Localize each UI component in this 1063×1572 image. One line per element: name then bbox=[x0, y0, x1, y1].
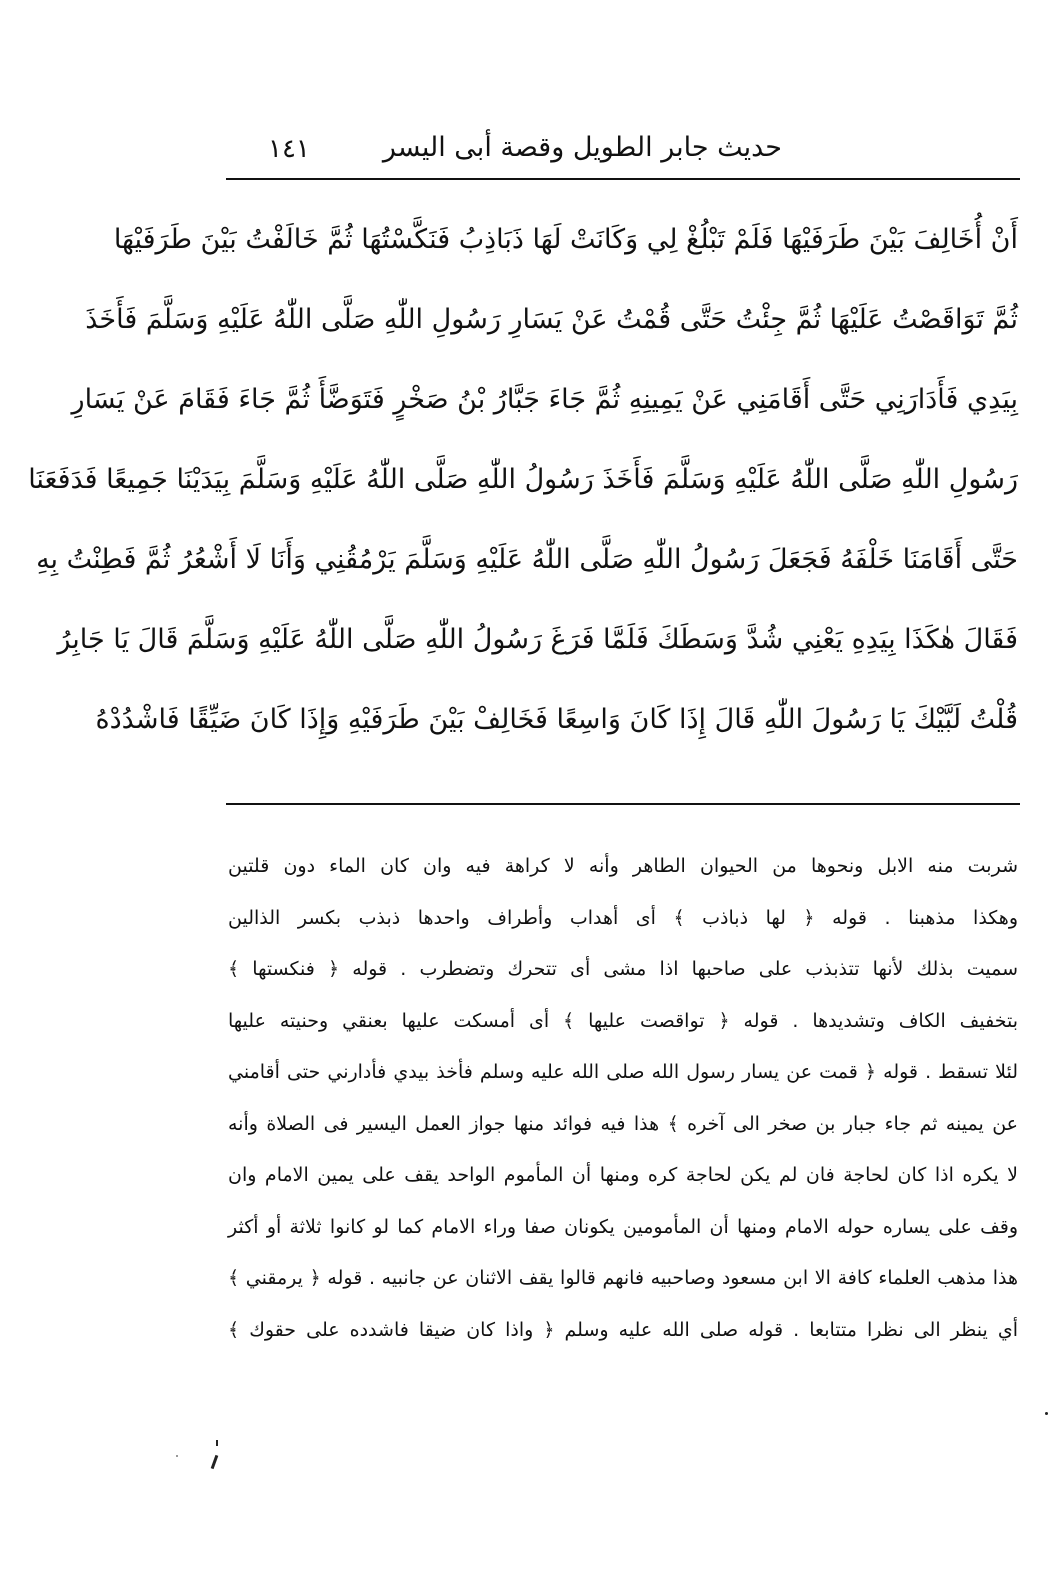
running-title: حديث جابر الطويل وقصة أبى اليسر bbox=[382, 132, 782, 163]
page-number: ١٤١ bbox=[268, 134, 310, 164]
scan-speck bbox=[176, 1455, 178, 1457]
scan-speck bbox=[1045, 1412, 1048, 1415]
commentary-line: هذا مذهب العلماء كافة الا ابن مسعود وصاحبيه فانهم قالوا يقف الاثنان عن جانبيه . قوله ﴿ يرمقني ﴾ bbox=[228, 1267, 1018, 1289]
commentary-line: وهكذا مذهبنا . قوله ﴿ لها ذباذب ﴾ أى أهداب وأطراف واحدها ذبذب بكسر الذالين bbox=[228, 906, 1018, 929]
hadith-line: أَنْ أُخَالِفَ بَيْنَ طَرَفَيْهَا فَلَمْ تَبْلُغْ لِي وَكَانَتْ لَهَا ذَبَاذِبُ فَنَكَّسْتُهَا ثُمَّ خَالَفْتُ بَيْنَ طَرَفَيْهَا bbox=[113, 224, 1018, 255]
commentary-line: عن يمينه ثم جاء جبار بن صخر الى آخره ﴾ هذا فيه فوائد منها جواز العمل اليسير فى الصلاة وأنه bbox=[228, 1112, 1018, 1135]
commentary-line: أي ينظر الى نظرا متتابعا . قوله صلى الله عليه وسلم ﴿ واذا كان ضيقا فاشدده على حقوك ﴾ bbox=[228, 1318, 1018, 1341]
header-divider bbox=[226, 178, 1020, 180]
hadith-line: حَتَّى أَقَامَنَا خَلْفَهُ فَجَعَلَ رَسُولُ اللّٰهِ صَلَّى اللّٰهُ عَلَيْهِ وَسَلَّمَ يَرْمُقُنِي وَأَنَا لَا أَشْعُرُ ثُمَّ فَطِنْتُ بِهِ bbox=[36, 544, 1018, 575]
commentary-line: شربت منه الابل ونحوها من الحيوان الطاهر وأنه لا كراهة فيه وان كان الماء دون قلتين bbox=[228, 855, 1018, 877]
commentary-line: سميت بذلك لأنها تتذبذب على صاحبها اذا مشى أى تتحرك وتضطرب . قوله ﴿ فنكستها ﴾ bbox=[228, 958, 1018, 980]
scan-speck bbox=[216, 1440, 218, 1446]
hadith-line: قُلْتُ لَبَّيْكَ يَا رَسُولَ اللّٰهِ قَالَ إِذَا كَانَ وَاسِعًا فَخَالِفْ بَيْنَ طَرَفَيْهِ وَإِذَا كَانَ ضَيِّقًا فَاشْدُدْهُ bbox=[95, 704, 1018, 735]
hadith-line: بِيَدِي فَأَدَارَنِي حَتَّى أَقَامَنِي عَنْ يَمِينِهِ ثُمَّ جَاءَ جَبَّارُ بْنُ صَخْرٍ فَتَوَضَّأَ ثُمَّ جَاءَ فَقَامَ عَنْ يَسَارِ bbox=[71, 384, 1018, 415]
hadith-line: ثُمَّ تَوَاقَصْتُ عَلَيْهَا ثُمَّ جِئْتُ حَتَّى قُمْتُ عَنْ يَسَارِ رَسُولِ اللّٰهِ صَلَّى اللّٰهُ عَلَيْهِ وَسَلَّمَ فَأَخَذَ bbox=[85, 304, 1018, 335]
hadith-line: فَقَالَ هٰكَذَا بِيَدِهِ يَعْنِي شُدَّ وَسَطَكَ فَلَمَّا فَرَغَ رَسُولُ اللّٰهِ صَلَّى اللّٰهُ عَلَيْهِ وَسَلَّمَ قَالَ يَا جَابِرُ bbox=[57, 624, 1018, 655]
commentary-line: لئلا تسقط . قوله ﴿ قمت عن يسار رسول الله صلى الله عليه وسلم فأخذ بيدي فأدارني حتى أقامني bbox=[228, 1061, 1018, 1083]
scan-speck bbox=[211, 1455, 219, 1469]
commentary-line: بتخفيف الكاف وتشديدها . قوله ﴿ تواقصت عليها ﴾ أى أمسكت عليها بعنقي وحنيته عليها bbox=[228, 1009, 1018, 1032]
commentary-line: لا يكره اذا كان لحاجة فان لم يكن لحاجة كره ومنها أن المأموم الواحد يقف على يمين الامام وان bbox=[228, 1164, 1018, 1186]
hadith-line: رَسُولِ اللّٰهِ صَلَّى اللّٰهُ عَلَيْهِ وَسَلَّمَ فَأَخَذَ رَسُولُ اللّٰهِ صَلَّى اللّٰهُ عَلَيْهِ وَسَلَّمَ بِيَدَيْنَا جَمِيعًا فَدَفَعَنَا bbox=[28, 464, 1018, 495]
page-header bbox=[228, 128, 1020, 172]
commentary-divider bbox=[226, 803, 1020, 805]
commentary-text bbox=[228, 842, 1018, 1357]
commentary-line: وقف على يساره حوله الامام ومنها أن المأمومين يكونان صفا وراء الامام كما لو كانوا ثلاثة أو أكثر bbox=[228, 1215, 1018, 1238]
hadith-text bbox=[28, 208, 1018, 768]
